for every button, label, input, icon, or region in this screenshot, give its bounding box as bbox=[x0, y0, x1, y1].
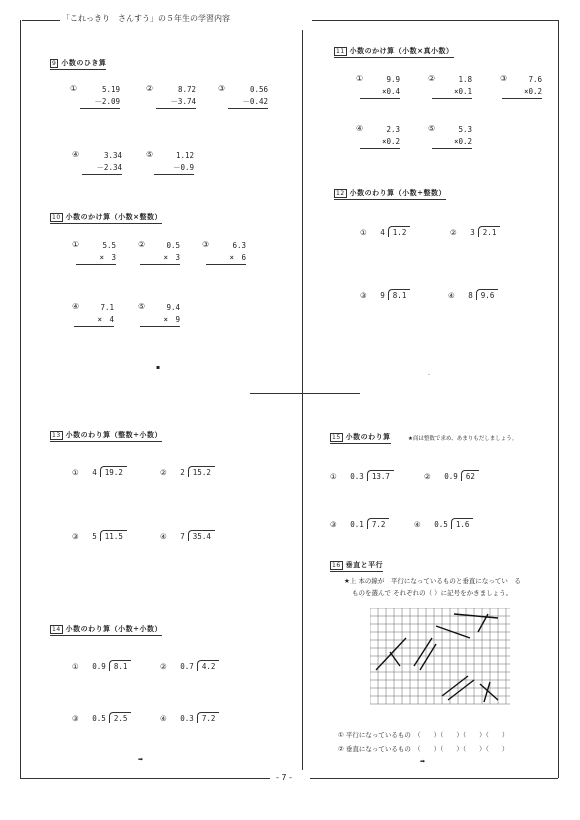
problem-mark: ④ bbox=[72, 150, 80, 159]
middle-divider bbox=[250, 393, 360, 394]
problem-mark: ② bbox=[428, 74, 436, 83]
section-10-title: 10 小数のかけ算（小数×整数） bbox=[50, 212, 162, 224]
multiplication-problem: 2.3 ×0.2 bbox=[360, 124, 400, 149]
problem-mark: ⑤ bbox=[428, 124, 436, 133]
scan-speck: ▪ bbox=[156, 364, 161, 371]
section-16-title: 16 垂直と平行 bbox=[330, 560, 383, 572]
multiplication-problem: 6.3 × 6 bbox=[206, 240, 246, 265]
multiplication-problem: 7.6 ×0.2 bbox=[502, 74, 542, 99]
division-problem: ③ 9 8.1 bbox=[360, 289, 410, 300]
center-divider bbox=[302, 30, 303, 770]
division-problem: ③ 5 11.5 bbox=[72, 530, 127, 541]
section-16-instruction-2: ものを選んで それぞれの（ ）に記号をかきましょう。 bbox=[352, 589, 513, 597]
division-problem: ② 2 15.2 bbox=[160, 466, 215, 477]
problem-mark: ③ bbox=[218, 84, 226, 93]
page-number: - 7 - bbox=[276, 773, 292, 782]
division-problem: ④ 7 35.4 bbox=[160, 530, 215, 541]
division-problem: ① 0.3 13.7 bbox=[330, 470, 394, 481]
division-problem: ① 4 1.2 bbox=[360, 226, 410, 237]
section-11-title: 11 小数のかけ算（小数×真小数） bbox=[334, 46, 454, 58]
multiplication-problem: 5.5 × 3 bbox=[76, 240, 116, 265]
section-15-title: 15 小数のわり算 bbox=[330, 432, 391, 444]
problem-mark: ⑤ bbox=[138, 302, 146, 311]
multiplication-problem: 9.9 ×0.4 bbox=[360, 74, 400, 99]
division-problem: ① 0.9 8.1 bbox=[72, 660, 131, 671]
scan-speck: · bbox=[428, 372, 430, 379]
bottom-rule-right bbox=[310, 778, 558, 779]
problem-mark: ① bbox=[356, 74, 364, 83]
subtraction-problem: 5.19 －2.09 bbox=[80, 84, 120, 109]
subtraction-problem: 3.34 －2.34 bbox=[82, 150, 122, 175]
section-9-title: 9 小数のひき算 bbox=[50, 58, 106, 70]
parallel-answer-line: ① 平行になっているもの （ ）（ ）（ ）（ ） bbox=[338, 731, 509, 739]
section-16-instruction-1: ★上 本の線が 平行になっているものと垂直になってい る bbox=[344, 577, 521, 585]
multiplication-problem: 9.4 × 9 bbox=[140, 302, 180, 327]
arrow-mark: ➡ bbox=[138, 756, 144, 763]
subtraction-problem: 0.56 －0.42 bbox=[228, 84, 268, 109]
section-15-note: ★商は整数で求め、あまりもだしましょう。 bbox=[408, 436, 518, 442]
division-problem: ③ 0.1 7.2 bbox=[330, 518, 389, 529]
subtraction-problem: 1.12 －0.9 bbox=[154, 150, 194, 175]
bottom-rule-left bbox=[20, 778, 270, 779]
division-problem: ② 0.9 62 bbox=[424, 470, 479, 481]
header-rule-right bbox=[312, 20, 558, 21]
problem-mark: ② bbox=[146, 84, 154, 93]
division-problem: ④ 0.5 1.6 bbox=[414, 518, 473, 529]
subtraction-problem: 8.72 －3.74 bbox=[156, 84, 196, 109]
section-14-title: 14 小数のわり算（小数÷小数） bbox=[50, 624, 162, 636]
division-problem: ① 4 19.2 bbox=[72, 466, 127, 477]
left-border bbox=[20, 20, 21, 778]
multiplication-problem: 7.1 × 4 bbox=[74, 302, 114, 327]
perpendicular-answer-line: ② 垂直になっているもの （ ）（ ）（ ）（ ） bbox=[338, 745, 509, 753]
division-problem: ② 3 2.1 bbox=[450, 226, 500, 237]
header-rule-left bbox=[22, 20, 60, 21]
arrow-mark: ➡ bbox=[420, 758, 426, 765]
multiplication-problem: 5.3 ×0.2 bbox=[432, 124, 472, 149]
section-12-title: 12 小数のわり算（小数÷整数） bbox=[334, 188, 446, 200]
problem-mark: ① bbox=[72, 240, 80, 249]
division-problem: ④ 8 9.6 bbox=[448, 289, 498, 300]
right-border bbox=[558, 20, 559, 778]
division-problem: ④ 0.3 7.2 bbox=[160, 712, 219, 723]
problem-mark: ③ bbox=[500, 74, 508, 83]
section-13-title: 13 小数のわり算（整数÷小数） bbox=[50, 430, 162, 442]
problem-mark: ① bbox=[70, 84, 78, 93]
header-title: 「これっきり さんすう」の５年生の学習内容 bbox=[62, 14, 230, 23]
multiplication-problem: 1.8 ×0.1 bbox=[432, 74, 472, 99]
problem-mark: ④ bbox=[356, 124, 364, 133]
multiplication-problem: 0.5 × 3 bbox=[140, 240, 180, 265]
problem-mark: ③ bbox=[202, 240, 210, 249]
division-problem: ③ 0.5 2.5 bbox=[72, 712, 131, 723]
division-problem: ② 0.7 4.2 bbox=[160, 660, 219, 671]
perpendicular-parallel-grid bbox=[370, 608, 510, 708]
problem-mark: ⑤ bbox=[146, 150, 154, 159]
problem-mark: ④ bbox=[72, 302, 80, 311]
problem-mark: ② bbox=[138, 240, 146, 249]
